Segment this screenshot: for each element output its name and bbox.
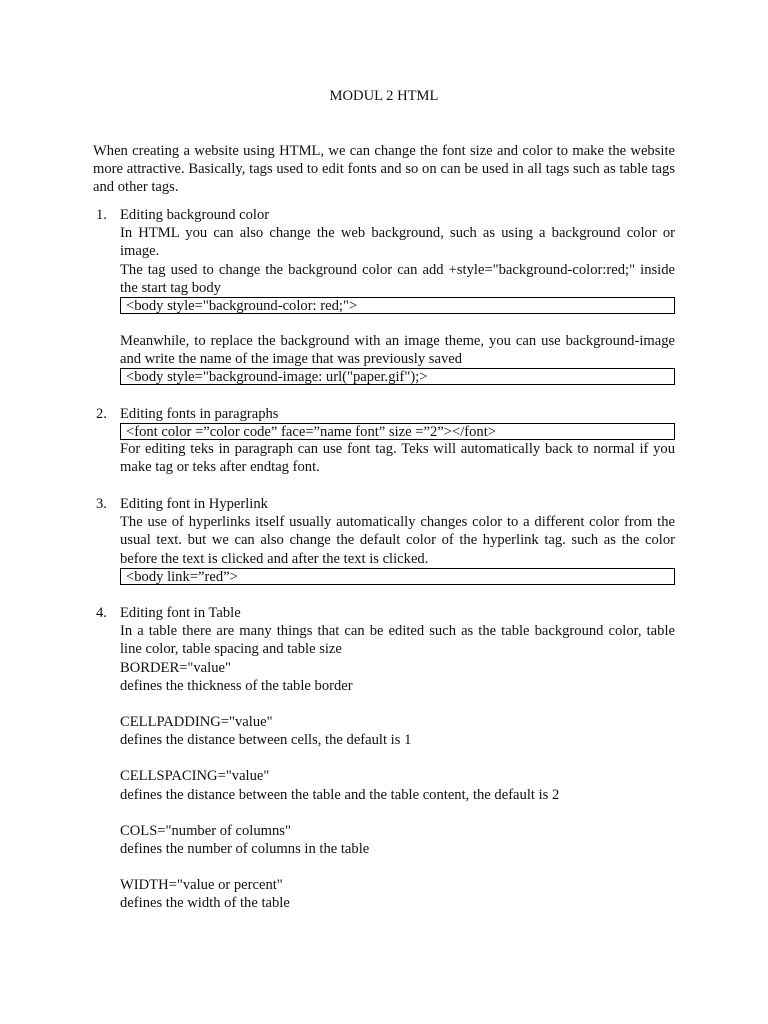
list-item-body xyxy=(120,405,675,477)
list-item-background-color xyxy=(93,206,675,385)
definition-description: defines the thickness of the table border xyxy=(120,677,353,694)
spacer xyxy=(120,858,675,876)
code-box: <body link=”red”> xyxy=(120,568,675,585)
code-box: <body style="background-image: url("paper.gif");> xyxy=(120,368,675,385)
spacer xyxy=(120,749,675,767)
paragraph: In a table there are many things that can be edited such as the table background color, table line color, table spacing and table size xyxy=(120,623,675,658)
section-heading: Editing font in Table xyxy=(120,605,241,621)
definition-description: defines the number of columns in the table xyxy=(120,841,370,858)
list-number: 1. xyxy=(96,207,107,223)
list-item-body xyxy=(120,604,675,913)
definition-term: CELLPADDING="value" xyxy=(120,714,273,731)
section-heading: Editing font in Hyperlink xyxy=(120,496,268,512)
list-number: 4. xyxy=(96,605,107,621)
paragraph: Meanwhile, to replace the background with an image theme, you can use background-image and write the name of the image that was previously saved xyxy=(120,333,675,368)
code-box: <font color =”color code” face=”name font” size =”2”></font> xyxy=(120,423,675,440)
paragraph: The tag used to change the background color can add +style="background-color:red;" inside the start tag body xyxy=(120,261,675,296)
definition-term: WIDTH="value or percent" xyxy=(120,877,283,894)
list-item-font-table xyxy=(93,604,675,913)
definition-description: defines the width of the table xyxy=(120,895,290,912)
definition-description: defines the distance between the table and the table content, the default is 2 xyxy=(120,786,560,803)
list-item-fonts-paragraphs xyxy=(93,405,675,477)
definition-term: CELLSPACING="value" xyxy=(120,768,270,785)
list-number: 3. xyxy=(96,496,107,512)
list-number: 2. xyxy=(96,406,107,422)
definition-term: BORDER="value" xyxy=(120,659,231,676)
code-box: <body style="background-color: red;"> xyxy=(120,297,675,314)
page-title: MODUL 2 HTML xyxy=(329,88,439,104)
list-item-font-hyperlink xyxy=(93,495,675,585)
intro-paragraph: When creating a website using HTML, we can change the font size and color to make the website more attractive. Basically, tags used to edit fonts and so on can be used in all tags such as table tags and other tags. xyxy=(93,143,675,196)
section-heading: Editing fonts in paragraphs xyxy=(120,406,279,422)
paragraph: The use of hyperlinks itself usually automatically changes color to a different color from the usual text. but we can also change the default color of the hyperlink tag. such as the color before the text is clicked and after the text is clicked. xyxy=(120,514,675,567)
section-heading: Editing background color xyxy=(120,207,270,223)
spacer xyxy=(120,695,675,713)
spacer xyxy=(120,804,675,822)
paragraph: For editing teks in paragraph can use font tag. Teks will automatically back to normal if you make tag or teks after endtag font. xyxy=(120,441,675,476)
paragraph: In HTML you can also change the web background, such as using a background color or image. xyxy=(120,225,675,260)
spacer xyxy=(120,314,675,332)
definition-description: defines the distance between cells, the default is 1 xyxy=(120,732,412,749)
definition-term: COLS="number of columns" xyxy=(120,822,291,839)
list-item-body xyxy=(120,206,675,385)
list-item-body xyxy=(120,495,675,585)
